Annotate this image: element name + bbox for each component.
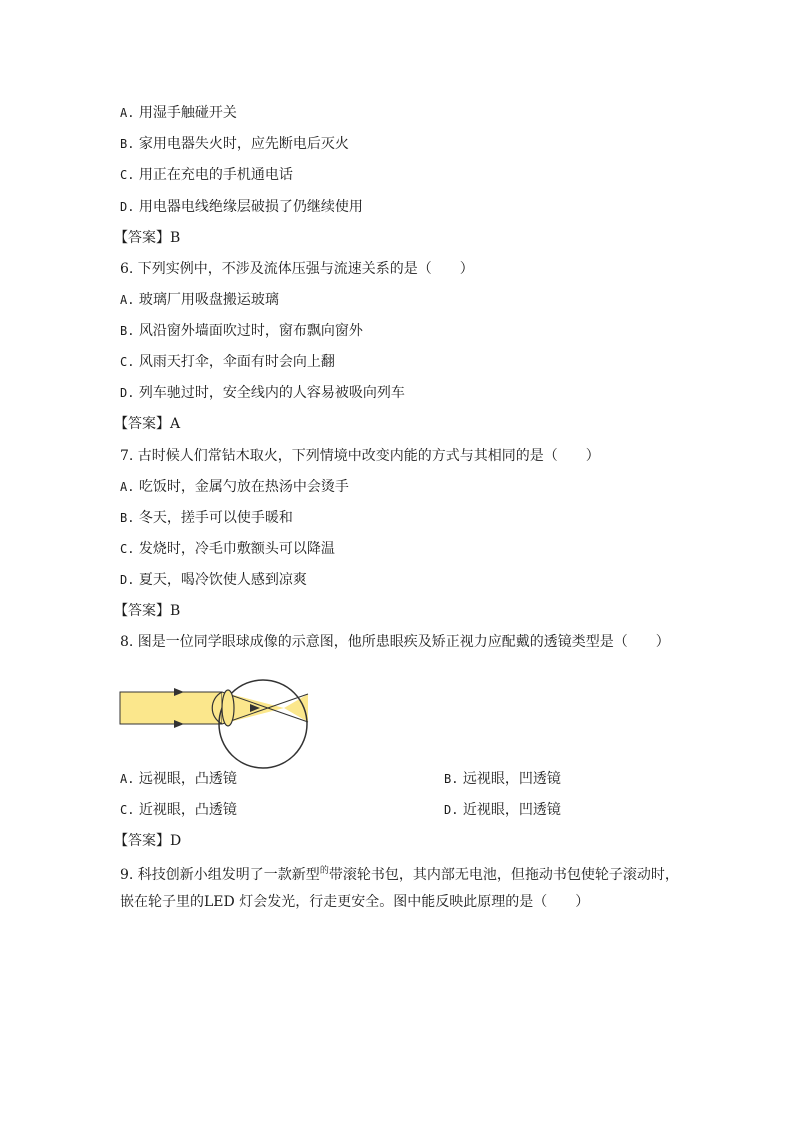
q7-stem: 7. 古时候人们常钻木取火，下列情境中改变内能的方式与其相同的是（ ） [120,448,600,464]
q6-option-c: C. 风雨天打伞，伞面有时会向上翻 [120,354,335,370]
q7-option-c: C. 发烧时，冷毛巾敷额头可以降温 [120,541,335,557]
q8-option-a: A. 远视眼，凸透镜 [120,771,237,787]
q8-option-d: D. 近视眼，凹透镜 [444,802,561,818]
q6-stem: 6. 下列实例中，不涉及流体压强与流速关系的是（ ） [120,261,474,277]
q6-option-a: A. 玻璃厂用吸盘搬运玻璃 [120,292,279,308]
q7-option-b: B. 冬天，搓手可以使手暖和 [120,510,293,526]
q7-option-d: D. 夏天，喝冷饮使人感到凉爽 [120,572,307,588]
q8-option-b: B. 远视眼，凹透镜 [444,771,561,787]
q7-option-a: A. 吃饭时，金属勺放在热汤中会烫手 [120,479,349,495]
q6-option-d: D. 列车驰过时，安全线内的人容易被吸向列车 [120,385,405,401]
eyeball [219,680,307,768]
eye-diagram [118,664,314,786]
q9-stem-line2: 嵌在轮子里的LED 灯会发光，行走更安全。图中能反映此原理的是（ ） [120,894,590,910]
q8-option-c: C. 近视眼，凸透镜 [120,802,237,818]
q5-option-a: A. 用湿手触碰开关 [120,105,237,121]
q9-stem-line1: 9. 科技创新小组发明了一款新型$^的$带滚轮书包，其内部无电池，但拖动书包使轮子滚动时， [120,866,679,883]
q5-option-c: C. 用正在充电的手机通电话 [120,167,293,183]
q5-option-b: B. 家用电器失火时，应先断电后灭火 [120,136,349,152]
q7-answer: 【答案】B [114,603,181,619]
incoming-light-beam [120,692,222,724]
q6-answer: 【答案】A [114,416,181,432]
q5-answer: 【答案】B [114,230,181,246]
q6-option-b: B. 风沿窗外墙面吹过时，窗布飘向窗外 [120,323,363,339]
q5-option-d: D. 用电器电线绝缘层破损了仍继续使用 [120,199,363,215]
q8-answer: 【答案】D [114,833,182,849]
eye-lens [222,690,234,726]
q8-stem: 8. 图是一位同学眼球成像的示意图，他所患眼疾及矫正视力应配戴的透镜类型是（ ） [120,634,670,650]
